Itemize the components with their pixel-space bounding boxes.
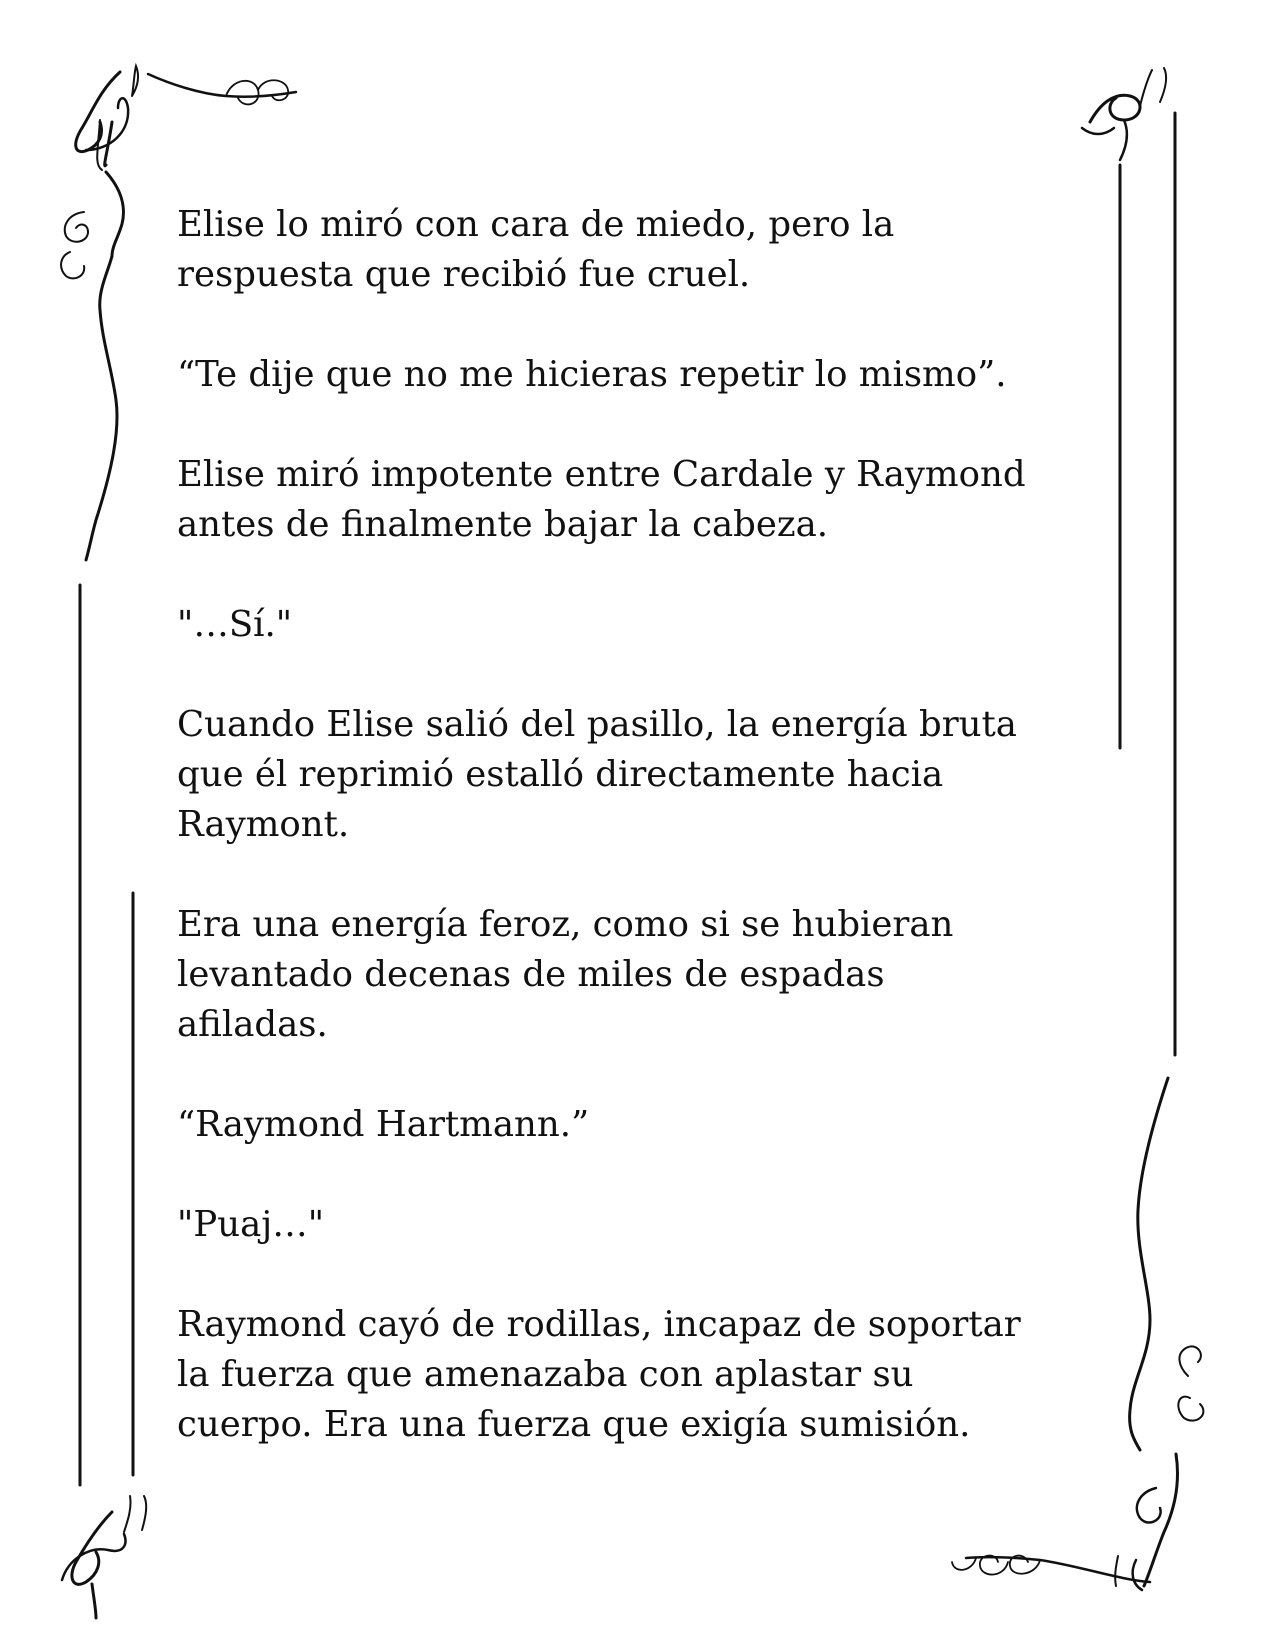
paragraph: "…Sí." xyxy=(177,604,293,645)
paragraph: “Raymond Hartmann.” xyxy=(177,1104,590,1145)
paragraph: Cuando Elise salió del pasillo, la energía bruta que él reprimió estalló directamente hacia Raymont. xyxy=(177,704,1017,845)
paragraph: “Te dije que no me hicieras repetir lo mismo”. xyxy=(177,354,1007,395)
paragraph: Era una energía feroz, como si se hubieran levantado decenas de miles de espadas afiladas. xyxy=(177,904,954,1045)
bottom-left-flourish-icon xyxy=(62,1496,146,1618)
top-right-flourish-icon xyxy=(1082,68,1166,160)
paragraph: Raymond cayó de rodillas, incapaz de soportar la fuerza que amenazaba con aplastar su cuerpo. Era una fuerza que exigía sumisión. xyxy=(177,1304,1021,1445)
story-text xyxy=(177,200,1107,1500)
paragraph: "Puaj…" xyxy=(177,1204,325,1245)
paragraph: Elise lo miró con cara de miedo, pero la respuesta que recibió fue cruel. xyxy=(177,204,895,295)
paragraph: Elise miró impotente entre Cardale y Raymond antes de finalmente bajar la cabeza. xyxy=(177,454,1026,545)
